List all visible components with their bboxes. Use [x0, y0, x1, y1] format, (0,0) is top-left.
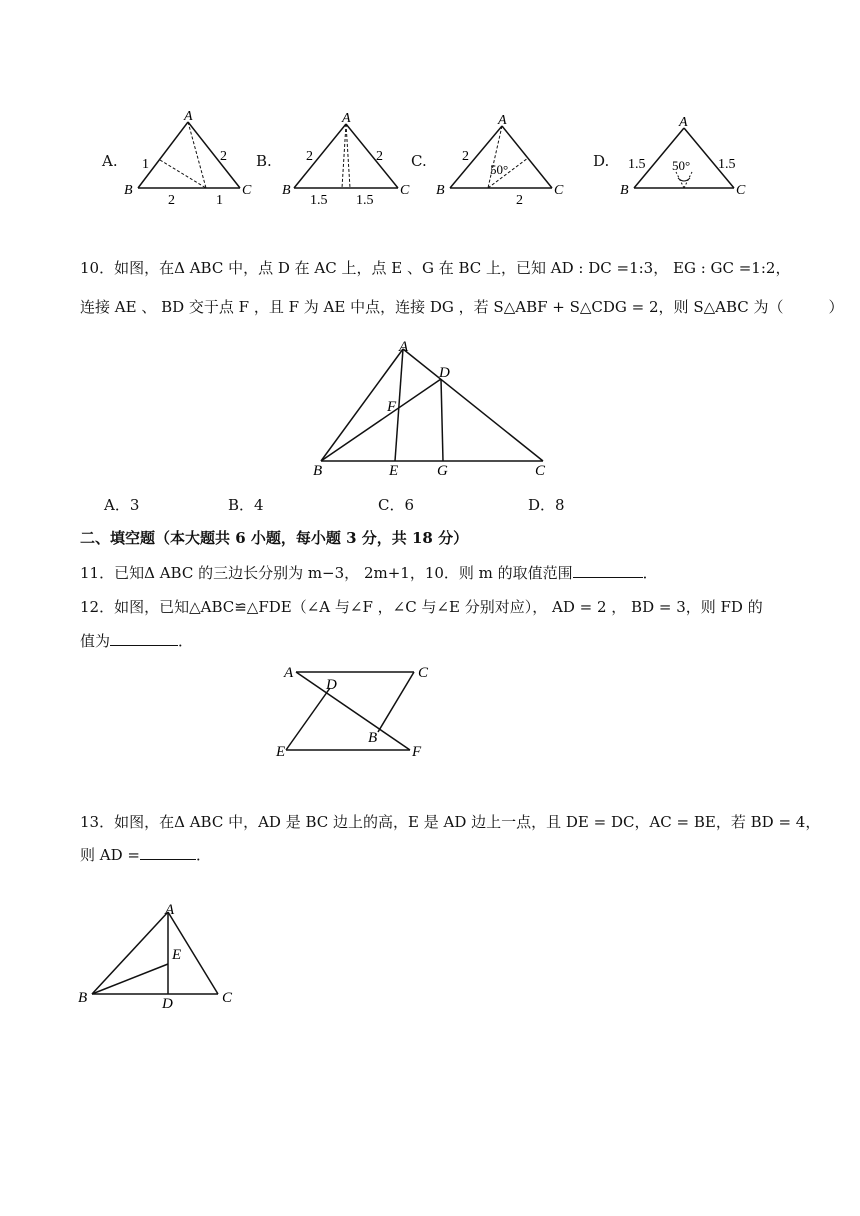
q9b-num-1: 2 — [376, 149, 383, 164]
q10-pt-c: C — [535, 463, 546, 479]
q13-line1: 13．如图，在Δ ABC 中，AD 是 BC 边上的高，E 是 AD 边上一点，且 DE = DC，AC = BE，若 BD = 4， — [80, 813, 821, 831]
q10-pt-f: F — [387, 399, 397, 415]
q9-option-a-label[interactable]: A. — [102, 152, 118, 170]
q9d-num-1: 50° — [672, 158, 691, 173]
q9a-num-1: 2 — [220, 149, 227, 164]
q10-option-b[interactable]: B．4 — [228, 496, 264, 514]
q13-line2 — [80, 845, 211, 865]
q13-pt-a: A — [165, 902, 175, 918]
q9a-num-0: 1 — [142, 157, 149, 172]
q10-pt-d: D — [439, 365, 450, 381]
q12-pt-a: A — [284, 665, 294, 681]
section-2-heading: 二、填空题（本大题共 6 小题，每小题 3 分，共 18 分） — [80, 529, 469, 547]
q9-options-row — [0, 110, 860, 210]
q10-figure — [305, 335, 565, 480]
q9b-num-2: 1.5 — [310, 193, 328, 208]
q11-end: ． — [642, 564, 658, 582]
q13-line2-text: 则 AD = — [80, 846, 140, 864]
q9c-num-1: 50° — [490, 162, 509, 177]
q10-pt-b: B — [313, 463, 323, 479]
q9d-pt-b: B — [620, 183, 629, 198]
q9d-num-2: 1.5 — [718, 157, 736, 172]
q9c-pt-b: B — [436, 183, 445, 198]
q9a-pt-b: B — [124, 183, 133, 198]
q10-line1: 10．如图，在Δ ABC 中，点 D 在 AC 上，点 E 、G 在 BC 上，已知 AD : DC =1:3， EG : GC =1:2， — [80, 259, 791, 277]
q12-end: ． — [178, 632, 194, 650]
q9c-pt-c: C — [554, 183, 564, 198]
q9a-num-2: 2 — [168, 193, 175, 208]
q12-pt-d: D — [326, 677, 337, 693]
q11-answer-blank[interactable] — [573, 563, 643, 578]
q9c-num-0: 2 — [462, 149, 469, 164]
q12-pt-f: F — [412, 744, 422, 760]
q9-option-d-figure — [612, 110, 762, 210]
q10-pt-g: G — [437, 463, 448, 479]
q9b-pt-a: A — [342, 111, 351, 126]
q12-figure — [272, 658, 442, 763]
q13-pt-e: E — [172, 947, 182, 963]
q12-pt-e: E — [276, 744, 286, 760]
q10-pt-a: A — [399, 339, 409, 355]
q13-pt-c: C — [222, 990, 233, 1006]
q12-line2-text: 值为 — [80, 632, 111, 650]
q9-option-c-label[interactable]: C. — [411, 152, 427, 170]
q9b-num-0: 2 — [306, 149, 313, 164]
q10-option-c[interactable]: C．6 — [378, 496, 415, 514]
q9b-pt-c: C — [400, 183, 410, 198]
q11-text: 11．已知Δ ABC 的三边长分别为 m−3， 2m+1，10．则 m 的取值范围 — [80, 564, 573, 582]
q10-option-a[interactable]: A．3 — [104, 496, 140, 514]
q12-pt-b: B — [368, 730, 378, 746]
q11-line — [80, 563, 658, 583]
q13-figure — [72, 898, 242, 1018]
q13-answer-blank[interactable] — [140, 845, 196, 860]
q9-option-b-label[interactable]: B. — [256, 152, 272, 170]
q9a-pt-a: A — [184, 110, 193, 124]
q9b-pt-b: B — [282, 183, 291, 198]
q9-option-d-label[interactable]: D. — [593, 152, 610, 170]
q9a-num-3: 1 — [216, 193, 223, 208]
q12-line2 — [80, 631, 193, 651]
q9a-pt-c: C — [242, 183, 252, 198]
q9c-num-2: 2 — [516, 193, 523, 208]
q10-option-d[interactable]: D．8 — [528, 496, 565, 514]
q9d-pt-c: C — [736, 183, 746, 198]
q9b-num-3: 1.5 — [356, 193, 374, 208]
q13-pt-d: D — [162, 996, 173, 1012]
q12-answer-blank[interactable] — [110, 631, 178, 646]
q9d-pt-a: A — [679, 115, 688, 130]
q13-end: ． — [195, 846, 211, 864]
q9-option-a-figure — [120, 110, 260, 210]
q13-pt-b: B — [78, 990, 88, 1006]
q9-option-c-figure — [432, 110, 582, 210]
q10-pt-e: E — [389, 463, 399, 479]
q9d-num-0: 1.5 — [628, 157, 646, 172]
q10-line2: 连接 AE 、 BD 交于点 F ，且 F 为 AE 中点，连接 DG ，若 S△ABF + S△CDG = 2，则 S△ABC 为（ ） — [80, 298, 844, 316]
q9-option-b-figure — [280, 110, 420, 210]
q9c-pt-a: A — [498, 113, 507, 128]
q12-pt-c: C — [418, 665, 429, 681]
q12-line1: 12．如图，已知△ABC≌△FDE（∠A 与∠F ，∠C 与∠E 分别对应）， AD = 2 ， BD = 3，则 FD 的 — [80, 598, 763, 616]
